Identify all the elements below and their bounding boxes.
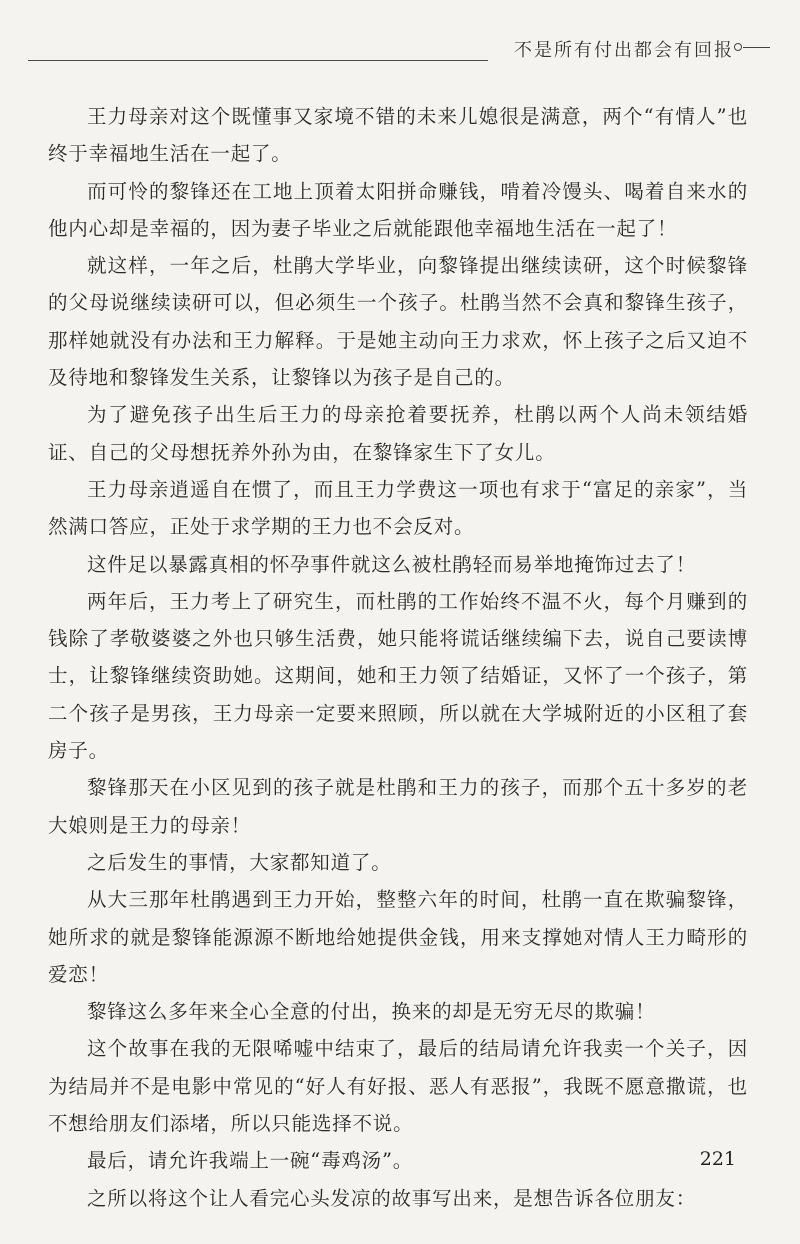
paragraph: 从大三那年杜鹃遇到王力开始，整整六年的时间，杜鹃一直在欺骗黎锋，她所求的就是黎锋能源源不断地给她提供金钱，用来支撑她对情人王力畸形的爱恋！ — [48, 888, 748, 986]
page-header — [0, 30, 800, 70]
paragraph: 最后，请允许我端上一碗“毒鸡汤”。 — [87, 1149, 414, 1173]
paragraph: 王力母亲逍遥自在惯了，而且王力学费这一项也有求于“富足的亲家”，当然满口答应，正处于求学期的王力也不会反对。 — [48, 477, 748, 539]
paragraph: 黎锋那天在小区见到的孩子就是杜鹃和王力的孩子，而那个五十多岁的老大娘则是王力的母亲！ — [48, 776, 748, 837]
body-text — [48, 98, 748, 1217]
paragraph: 之所以将这个让人看完心头发凉的故事写出来，是想告诉各位朋友： — [87, 1186, 697, 1210]
paragraph: 两年后，王力考上了研究生，而杜鹃的工作始终不温不火，每个月赚到的钱除了孝敬婆婆之外也只够生活费，她只能将谎话继续编下去，说自己要读博士，让黎锋继续资助她。这期间，她和王力领了结婚证，又怀了一个孩子，第二个孩子是男孩，王力母亲一定要来照顾，所以就在大学城附近的小区租了套房子。 — [48, 589, 748, 763]
running-title: 不是所有付出都会有回报 — [514, 40, 734, 61]
header-rule — [28, 60, 488, 61]
page-number: 221 — [699, 1148, 736, 1170]
paragraph: 而可怜的黎锋还在工地上顶着太阳拼命赚钱，啃着冷馒头、喝着自来水的他内心却是幸福的，因为妻子毕业之后就能跟他幸福地生活在一起了！ — [48, 179, 748, 240]
paragraph: 就这样，一年之后，杜鹃大学毕业，向黎锋提出继续读研，这个时候黎锋的父母说继续读研可以，但必须生一个孩子。杜鹃当然不会真和黎锋生孩子，那样她就没有办法和王力解释。于是她主动向王力求欢，怀上孩子之后又迫不及待地和黎锋发生关系，让黎锋以为孩子是自己的。 — [48, 254, 748, 390]
paragraph: 为了避免孩子出生后王力的母亲抢着要抚养，杜鹃以两个人尚未领结婚证、自己的父母想抚养外孙为由，在黎锋家生下了女儿。 — [48, 403, 748, 464]
paragraph: 王力母亲对这个既懂事又家境不错的未来儿媳很是满意，两个“有情人”也终于幸福地生活在一起了。 — [48, 105, 748, 166]
header-ornament-icon — [734, 42, 770, 52]
paragraph: 之后发生的事情，大家都知道了。 — [87, 850, 392, 874]
paragraph: 这件足以暴露真相的怀孕事件就这么被杜鹃轻而易举地掩饰过去了！ — [87, 552, 697, 576]
paragraph: 这个故事在我的无限唏嘘中结束了，最后的结局请允许我卖一个关子，因为结局并不是电影中常见的“好人有好报、恶人有恶报”，我既不愿意撒谎，也不想给朋友们添堵，所以只能选择不说。 — [48, 1037, 748, 1136]
paragraph: 黎锋这么多年来全心全意的付出，换来的却是无穷无尽的欺骗！ — [87, 1000, 656, 1024]
